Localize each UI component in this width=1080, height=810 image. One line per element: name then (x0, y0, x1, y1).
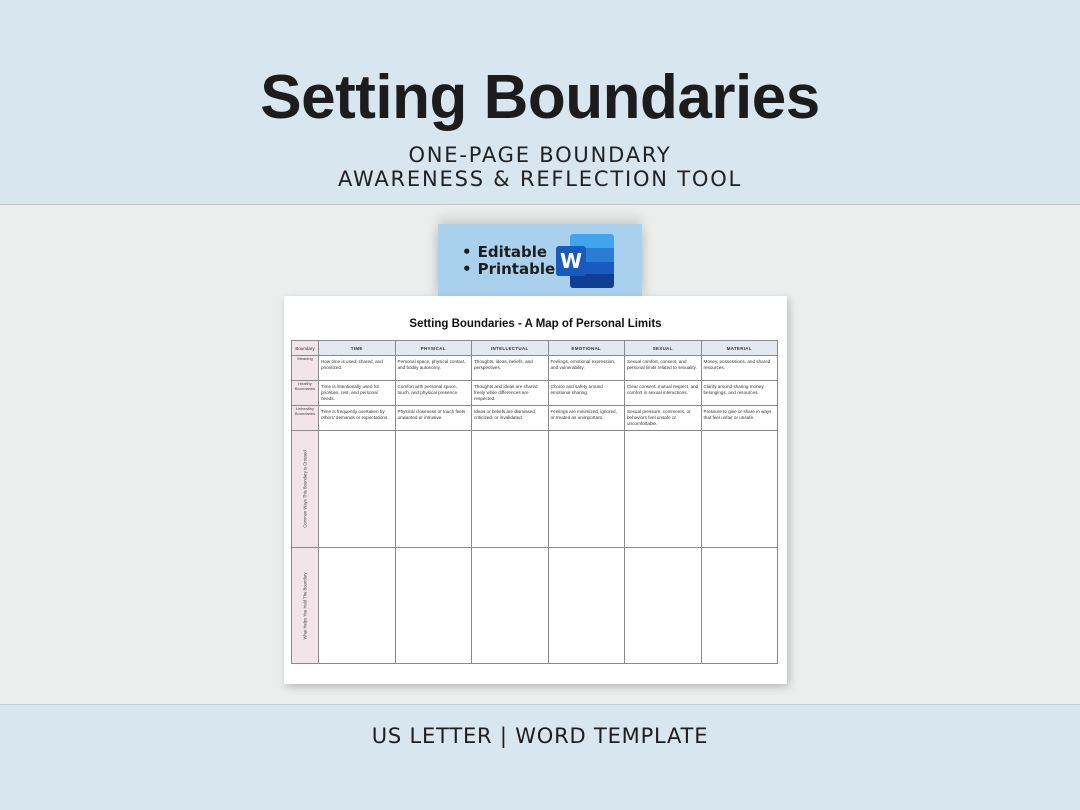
row-label-vertical (292, 548, 319, 664)
row-label: Healthy Boundaries (292, 381, 319, 406)
table-cell: Sexual pressure, comments, or behaviors feel unsafe or uncomfortable. (625, 406, 702, 431)
column-header-sexual: SEXUAL (625, 341, 702, 356)
column-header-emotional: EMOTIONAL (548, 341, 625, 356)
row-label-text: What Helps You Hold The Boundary (302, 572, 308, 639)
footer-band (0, 704, 1080, 810)
table-cell: Feelings are minimized, ignored, or treated as unimportant. (548, 406, 625, 431)
table-cell: Thoughts and ideas are shared freely while differences are respected. (472, 381, 549, 406)
table-cell: Time is intentionally used for priorities, rest, and personal needs. (319, 381, 396, 406)
table-cell: Ideas or beliefs are dismissed, criticized, or invalidated. (472, 406, 549, 431)
table-cell: Time is frequently overtaken by others' demands or expectations. (319, 406, 396, 431)
feature-badge (438, 224, 642, 298)
document-title: Setting Boundaries - A Map of Personal Limits (409, 318, 662, 330)
table-cell: Sexual comfort, consent, and personal limits related to sexuality. (625, 356, 702, 381)
blank-cell (395, 431, 472, 548)
corner-label: Boundary (292, 341, 319, 356)
feature-editable: • Editable (462, 244, 555, 261)
table-cell: How time is used, shared, and prioritized. (319, 356, 396, 381)
blank-cell (625, 431, 702, 548)
feature-printable: • Printable (462, 261, 555, 278)
table-cell: Physical closeness or touch feels unwanted or intrusive. (395, 406, 472, 431)
row-label-text: Common Ways This Boundary is Crossed (302, 450, 308, 528)
word-icon-letter: W (556, 246, 586, 276)
row-label: Unhealthy Boundaries (292, 406, 319, 431)
blank-cell (319, 431, 396, 548)
table-header-row (292, 341, 778, 356)
row-label-vertical (292, 431, 319, 548)
table-cell: Choice and safety around emotional sharing. (548, 381, 625, 406)
table-cell: Money, possessions, and shared resources. (701, 356, 778, 381)
blank-cell (625, 548, 702, 664)
blank-cell (701, 431, 778, 548)
table-row-unhealthy (292, 406, 778, 431)
blank-cell (701, 548, 778, 664)
footer-text: US LETTER | WORD TEMPLATE (371, 724, 709, 748)
blank-cell (472, 431, 549, 548)
feature-list (462, 244, 555, 278)
subtitle-line-1: ONE-PAGE BOUNDARY (408, 143, 672, 167)
table-cell: Pressure to give or share in ways that feel unfair or unsafe. (701, 406, 778, 431)
word-icon (556, 234, 614, 288)
table-cell: Clear consent, mutual respect, and comfort in sexual interactions. (625, 381, 702, 406)
row-label: Meaning (292, 356, 319, 381)
blank-cell (395, 548, 472, 664)
blank-cell (319, 548, 396, 664)
page-title: Setting Boundaries (260, 63, 820, 132)
column-header-time: TIME (319, 341, 396, 356)
table-cell: Feelings, emotional expression, and vulnerability. (548, 356, 625, 381)
page-subtitle (0, 143, 1080, 191)
blank-cell (548, 431, 625, 548)
table-row-crossed (292, 431, 778, 548)
subtitle-line-2: AWARENESS & REFLECTION TOOL (337, 167, 743, 191)
table-row-healthy (292, 381, 778, 406)
table-row-meaning (292, 356, 778, 381)
column-header-physical: PHYSICAL (395, 341, 472, 356)
column-header-intellectual: INTELLECTUAL (472, 341, 549, 356)
table-cell: Personal space, physical contact, and bodily autonomy. (395, 356, 472, 381)
table-cell: Comfort with personal space, touch, and physical presence. (395, 381, 472, 406)
table-cell: Thoughts, ideas, beliefs, and perspectives. (472, 356, 549, 381)
blank-cell (548, 548, 625, 664)
blank-cell (472, 548, 549, 664)
column-header-material: MATERIAL (701, 341, 778, 356)
boundary-table (291, 340, 778, 664)
table-cell: Clarity around sharing money, belongings, and resources. (701, 381, 778, 406)
document-preview (284, 296, 787, 684)
table-row-helps (292, 548, 778, 664)
